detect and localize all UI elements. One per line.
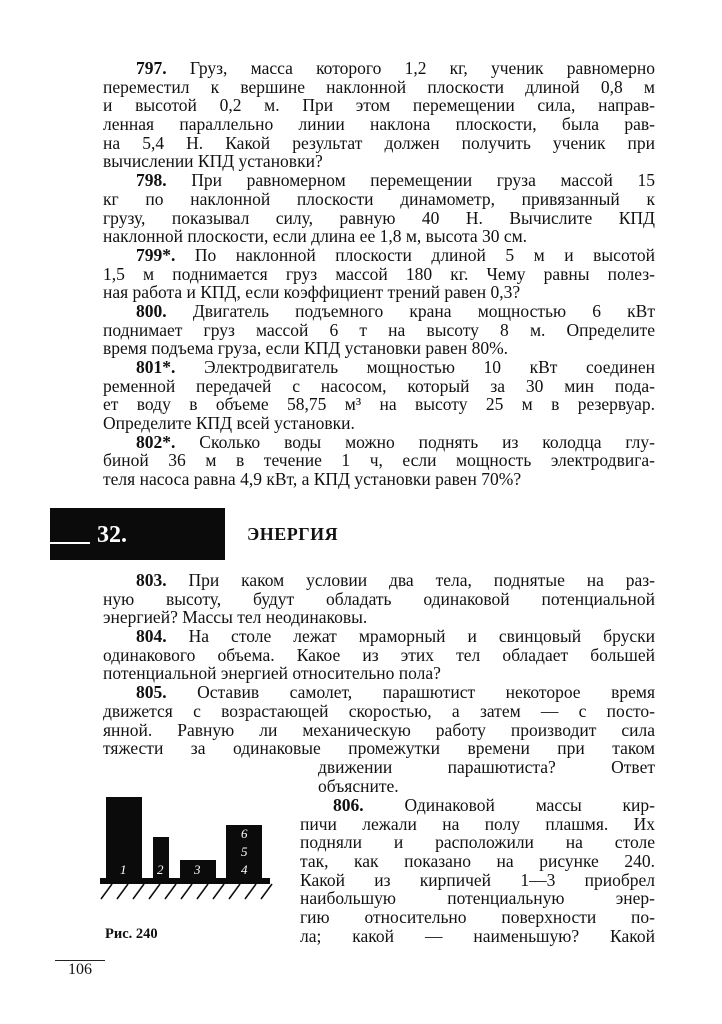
hatch-line [197,884,208,899]
hatch-line [149,884,160,899]
problem-number: 802*. [136,431,176,452]
section-number: 32. [97,522,127,548]
text-line: движется с возрастающей скоростью, а затем — с посто- [103,700,655,721]
brick-label-1: 1 [120,862,127,877]
figure-240-bricks [90,790,290,905]
problem-text: На столе лежат мраморный и свинцовый бруски [166,626,655,647]
problem-first-line [103,433,655,452]
floor-hatching [101,884,272,899]
section-header-bar [50,508,225,560]
hatch-line [181,884,192,899]
brick-label-5: 5 [241,844,248,859]
text-line: ла; какой — наименьшую? Какой [300,925,655,946]
problem-number: 801*. [136,357,176,377]
text-line: грузу, показывал силу, равную 40 Н. Вычислите КПД [103,207,655,228]
problem-first-line [103,59,655,78]
hatch-line [101,884,112,899]
text-line: время подъема груза, если КПД установки равен 80%. [103,338,509,359]
problem-806 [300,796,655,946]
problem-text: Одинаковой массы кир- [363,795,655,815]
text-line: ременной передачей с насосом, который за 30 мин пода- [103,375,655,396]
problem-first-line [300,796,655,815]
text-line: объясните. [318,775,399,796]
problem-first-line [103,171,655,190]
problem-first-line [103,246,655,265]
problem-first-line [103,683,655,702]
problem-text: Сколько воды можно поднять из колодца глу- [175,431,655,452]
text-line: ет воду в объеме 58,75 м³ на высоту 25 м в резервуар. [103,394,655,415]
problem-number: 803. [136,570,167,590]
hatch-line [117,884,128,899]
page-number: 106 [68,961,92,978]
hatch-line [261,884,272,899]
section-rule [50,542,90,544]
problem-first-line [103,627,655,646]
hatch-line [213,884,224,899]
text-line: потенциальной энергией относительно пола? [103,663,441,684]
brick-label-6: 6 [241,826,248,841]
text-line: вычислении КПД установки? [103,151,323,172]
problem-number: 797. [136,58,167,78]
problem-text: Электродвигатель мощностью 10 кВт соединен [175,357,655,377]
text-line: так, как показано на рисунке 240. [300,851,655,872]
problem-number: 805. [136,682,167,703]
problems-803-805 [103,571,655,758]
text-line: теля насоса равна 4,9 кВт, а КПД установки равен 70%? [103,469,522,490]
text-line: наклонной плоскости, если длина ее 1,8 м, высота 30 см. [103,226,528,247]
text-line: ленная параллельно линии наклона плоскости, была рав- [103,114,655,135]
text-line: подняли и расположили на столе [300,832,655,853]
text-line: энергией? Массы тел неодинаковы. [103,607,368,628]
figure-caption: Рис. 240 [105,926,158,942]
text-line: наибольшую потенциальную энер- [300,888,655,909]
brick-label-3: 3 [194,862,201,877]
problem-805-tail [318,758,655,795]
hatch-line [133,884,144,899]
problem-number: 804. [136,626,167,647]
hatch-line [229,884,240,899]
text-line: поднимает груз массой 6 т на высоту 8 м. Определите [103,319,655,340]
problem-text: При каком условии два тела, поднятые на раз- [166,570,655,590]
hatch-line [165,884,176,899]
text-line: кг по наклонной плоскости динамометр, привязанный к [103,188,655,209]
problem-first-line [103,358,655,377]
problem-text: Оставив самолет, парашютист некоторое время [166,682,655,703]
text-line: тяжести за одинаковые промежутки времени при таком [103,738,655,759]
text-line: ная работа и КПД, если коэффициент трений равен 0,3? [103,282,521,303]
table-surface [100,878,270,884]
hatch-line [245,884,256,899]
text-line: гию относительно поверхности по- [300,907,655,928]
text-line: на 5,4 Н. Какой результат должен получить ученик при [103,132,655,153]
problem-first-line [103,302,655,321]
problem-number: 799*. [136,244,176,265]
text-line: и высотой 0,2 м. При этом перемещении сила, направ- [103,95,655,116]
text-line: ную высоту, будут обладать одинаковой потенциальной [103,588,655,609]
text-line: Какой из кирпичей 1—3 приобрел [300,869,655,890]
problems-797-802 [103,59,655,489]
problem-first-line [103,571,655,590]
text-line: янной. Равную ли механическую работу производит сила [103,719,655,740]
problem-number: 800. [136,300,167,321]
text-line: пичи лежали на полу плашмя. Их [300,813,655,834]
problem-text: Груз, масса которого 1,2 кг, ученик равномерно [166,58,655,78]
text-line: биной 36 м в течение 1 ч, если мощность электродвига- [103,450,655,471]
text-line: движении парашютиста? Ответ [318,757,655,777]
text-line: одинакового объема. Какое из этих тел обладает большей [103,644,655,665]
brick-label-2: 2 [157,862,164,877]
text-line: Определите КПД всей установки. [103,413,355,434]
problem-text: Двигатель подъемного крана мощностью 6 кВт [166,300,655,321]
problem-text: При равномерном перемещении груза массой 15 [166,170,655,191]
problem-number: 806. [333,795,364,815]
brick-label-4: 4 [241,862,248,877]
section-title: ЭНЕРГИЯ [247,524,339,544]
text-line: переместил к вершине наклонной плоскости длиной 0,8 м [103,76,655,97]
problem-text: По наклонной плоскости длиной 5 м и высотой [175,244,655,265]
problem-number: 798. [136,170,167,191]
text-line: 1,5 м поднимается груз массой 180 кг. Чему равны полез- [103,263,655,284]
